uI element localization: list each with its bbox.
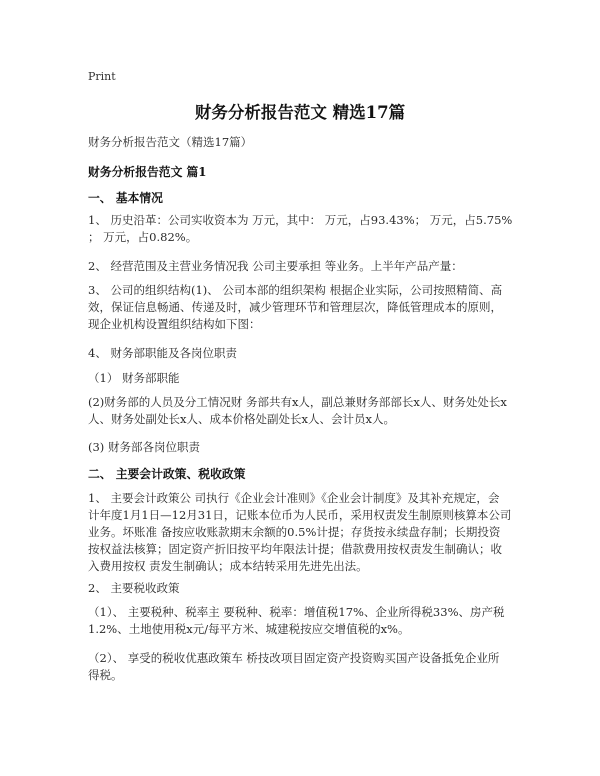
paragraph-finance-dept xyxy=(88,345,514,362)
article-heading: 财务分析报告范文 篇1 xyxy=(88,165,207,179)
text-line: 计年度1月1日—12月31日，记账本位币为人民币，采用权责发生制原则核算本公司 xyxy=(88,508,512,522)
text-line: (3) 财务部各岗位职责 xyxy=(88,440,200,454)
text-line: （1） 财务部职能 xyxy=(88,371,180,385)
print-label: Print xyxy=(88,70,116,83)
paragraph-duties xyxy=(88,439,514,456)
paragraph-tax-rates xyxy=(88,604,514,638)
paragraph-org-structure xyxy=(88,282,514,333)
text-line: 2、 主要税收政策 xyxy=(88,581,180,595)
text-line: ； 万元，占0.82%。 xyxy=(88,230,198,244)
paragraph-tax-policy xyxy=(88,580,514,597)
paragraph-accounting-policy xyxy=(88,490,514,575)
text-line: （1）、 主要税种、税率主 要税种、税率：增值税17%、企业所得税33%、房产税 xyxy=(88,605,505,619)
text-line: 按权益法核算；固定资产折旧按平均年限法计提；借款费用按权责发生制确认；收 xyxy=(88,542,502,556)
text-line: (2)财务部的人员及分工情况财 务部共有x人，副总兼财务部部长x人、财务处处长x xyxy=(88,395,507,409)
text-line: 效，保证信息畅通、传递及时，减少管理环节和管理层次，降低管理成本的原则， xyxy=(88,300,502,314)
text-line: 业务。坏账准 备按应收账款期末余额的0.5%计提；存货按永续盘存制；长期投资 xyxy=(88,525,501,539)
text-line: 1、 历史沿革：公司实收资本为 万元，其中： 万元，占93.43%； 万元，占5.75% xyxy=(88,213,513,227)
text-line: 4、 财务部职能及各岗位职责 xyxy=(88,346,237,360)
paragraph-business-scope xyxy=(88,258,514,275)
section-heading-policies: 二、 主要会计政策、税收政策 xyxy=(88,467,246,481)
text-line: 得税。 xyxy=(88,668,123,682)
paragraph-dept-function xyxy=(88,370,514,387)
text-line: 入费用按权 责发生制确认；成本结转采用先进先出法。 xyxy=(88,559,368,573)
paragraph-staffing xyxy=(88,394,514,428)
document-title: 财务分析报告范文 精选17篇 xyxy=(194,103,406,122)
text-line: 现企业机构设置组织结构如下图： xyxy=(88,317,261,331)
paragraph-history xyxy=(88,212,514,246)
text-line: （2）、 享受的税收优惠政策车 桥技改项目固定资产投资购买国产设备抵免企业所 xyxy=(88,651,500,665)
document-subtitle: 财务分析报告范文（精选17篇） xyxy=(88,135,253,149)
text-line: 3、 公司的组织结构(1)、 公司本部的组织架构 根据企业实际，公司按照精简、高 xyxy=(88,283,503,297)
text-line: 1.2%、土地使用税x元/每平方米、城建税按应交增值税的x%。 xyxy=(88,622,410,636)
text-line: 2、 经营范围及主营业务情况我 公司主要承担 等业务。上半年产品产量： xyxy=(88,259,463,273)
text-line: 人、财务处副处长x人、成本价格处副处长x人、会计员x人。 xyxy=(88,412,395,426)
text-line: 1、 主要会计政策公 司执行《企业会计准则》《企业会计制度》及其补充规定，会 xyxy=(88,491,500,505)
paragraph-tax-incentives xyxy=(88,650,514,684)
section-heading-basic: 一、 基本情况 xyxy=(88,191,163,205)
